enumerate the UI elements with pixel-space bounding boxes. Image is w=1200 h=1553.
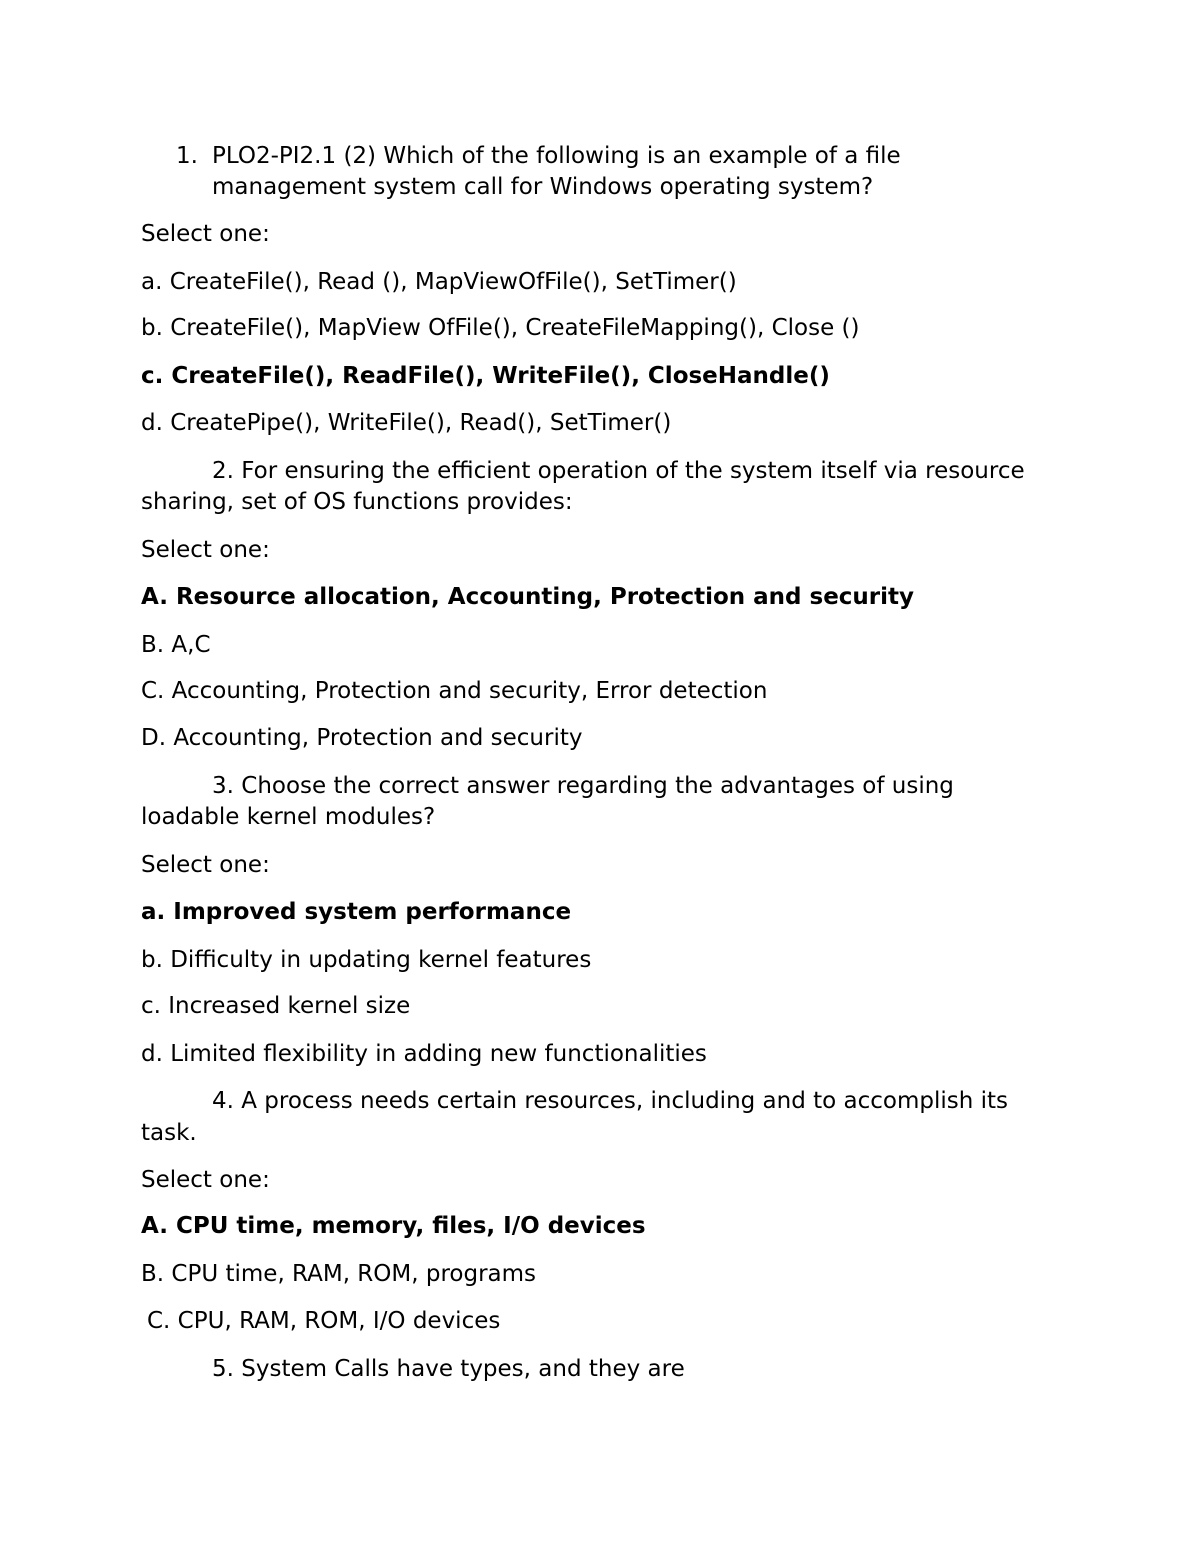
question-2-option-b: B. A,C	[141, 632, 211, 658]
question-3-stem-line-1: 3. Choose the correct answer regarding the advantages of using	[212, 773, 954, 799]
question-1-option-b: b. CreateFile(), MapView OfFile(), CreateFileMapping(), Close ()	[141, 315, 860, 341]
question-2-stem-line-2: sharing, set of OS functions provides:	[141, 489, 573, 515]
question-4-option-b: B. CPU time, RAM, ROM, programs	[141, 1261, 537, 1287]
question-1-option-c-correct: c. CreateFile(), ReadFile(), WriteFile(), CloseHandle()	[141, 363, 830, 389]
question-5-stem-line-1: 5. System Calls have types, and they are	[212, 1356, 685, 1382]
question-1-prompt: Select one:	[141, 221, 270, 247]
question-1-option-a: a. CreateFile(), Read (), MapViewOfFile(), SetTimer()	[141, 269, 737, 295]
question-3-option-a-correct: a. Improved system performance	[141, 899, 572, 925]
question-4-stem-line-2: task.	[141, 1120, 197, 1146]
question-4-prompt: Select one:	[141, 1167, 270, 1193]
question-1-number: 1.	[176, 143, 198, 169]
question-2-option-d: D. Accounting, Protection and security	[141, 725, 583, 751]
question-1-stem-line-1: PLO2-PI2.1 (2) Which of the following is an example of a file	[212, 143, 901, 169]
question-4-option-a-correct: A. CPU time, memory, files, I/O devices	[141, 1213, 646, 1239]
question-2-option-a-correct: A. Resource allocation, Accounting, Protection and security	[141, 584, 915, 610]
question-3-stem-line-2: loadable kernel modules?	[141, 804, 436, 830]
question-2-stem-line-1: 2. For ensuring the efficient operation of the system itself via resource	[212, 458, 1025, 484]
question-1-stem-line-2: management system call for Windows operating system?	[212, 174, 874, 200]
question-2-option-c: C. Accounting, Protection and security, Error detection	[141, 678, 768, 704]
question-3-option-d: d. Limited flexibility in adding new functionalities	[141, 1041, 707, 1067]
question-3-option-b: b. Difficulty in updating kernel features	[141, 947, 592, 973]
question-2-prompt: Select one:	[141, 537, 270, 563]
question-1-option-d: d. CreatePipe(), WriteFile(), Read(), SetTimer()	[141, 410, 672, 436]
question-4-stem-line-1: 4. A process needs certain resources, including and to accomplish its	[212, 1088, 1009, 1114]
question-3-prompt: Select one:	[141, 852, 270, 878]
question-4-option-c: C. CPU, RAM, ROM, I/O devices	[147, 1308, 501, 1334]
question-3-option-c: c. Increased kernel size	[141, 993, 411, 1019]
